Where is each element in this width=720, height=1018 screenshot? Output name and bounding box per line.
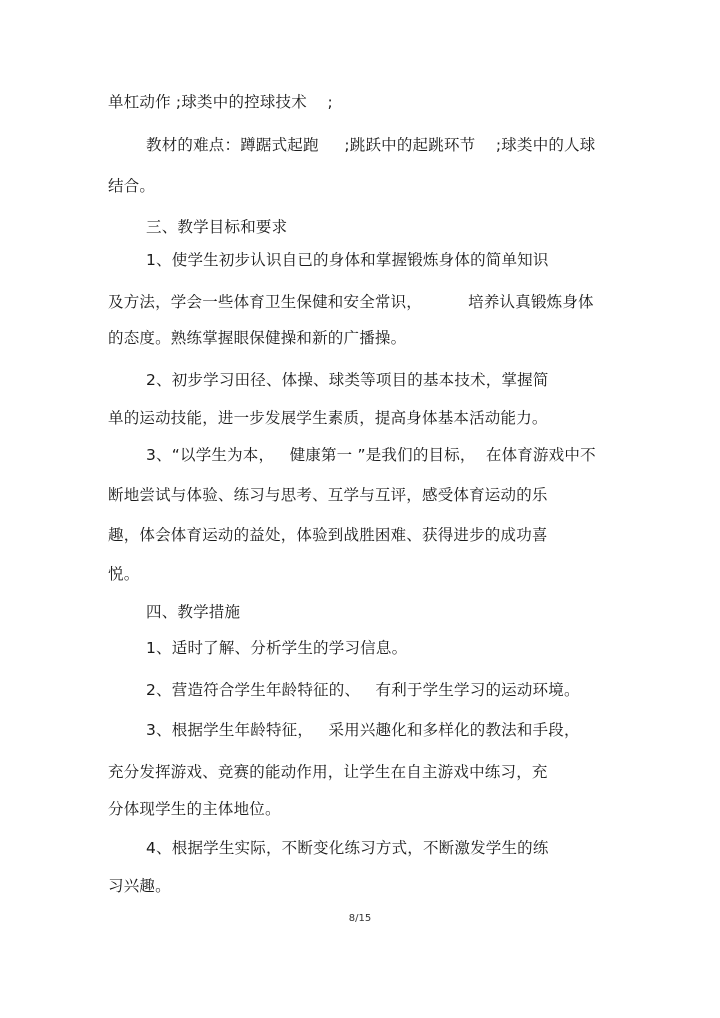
- text-line-19: 分体现学生的主体地位。: [108, 800, 281, 818]
- section-heading-3: 三、教学目标和要求: [146, 218, 288, 236]
- text-line-21: 习兴趣。: [108, 877, 171, 895]
- text-line-1: 单杠动作 ;球类中的控球技术 ;: [108, 93, 333, 111]
- section-heading-4: 四、教学措施: [146, 603, 241, 621]
- page-number: 8/15: [348, 913, 372, 924]
- text-line-20: 4、根据学生实际，不断变化练习方式，不断激发学生的练: [146, 839, 549, 857]
- text-line-3: 结合。: [108, 177, 156, 195]
- text-line-13: 悦。: [108, 565, 140, 583]
- text-line-10: 3、“以学生为本， 健康第一 ”是我们的目标， 在体育游戏中不: [146, 446, 596, 464]
- text-line-6: 及方法，学会一些体育卫生保健和安全常识， 培养认真锻炼身体: [108, 293, 594, 311]
- text-line-8: 2、初步学习田径、体操、球类等项目的基本技术，掌握简: [146, 371, 549, 389]
- text-line-5: 1、使学生初步认识自已的身体和掌握锻炼身体的简单知识: [146, 251, 549, 269]
- text-line-9: 单的运动技能，进一步发展学生素质，提高身体基本活动能力。: [108, 409, 548, 427]
- text-line-11: 断地尝试与体验、练习与思考、互学与互评，感受体育运动的乐: [108, 486, 548, 504]
- text-line-16: 2、营造符合学生年龄特征的、 有利于学生学习的运动环境。: [146, 681, 580, 699]
- text-line-18: 充分发挥游戏、竞赛的能动作用，让学生在自主游戏中练习，充: [108, 763, 548, 781]
- text-line-12: 趣，体会体育运动的益处，体验到战胜困难、获得进步的成功喜: [108, 526, 548, 544]
- text-line-15: 1、适时了解、分析学生的学习信息。: [146, 639, 408, 657]
- text-line-2: 教材的难点：蹲踞式起跑 ;跳跃中的起跳环节 ;球类中的人球: [146, 136, 596, 154]
- text-line-7: 的态度。熟练掌握眼保健操和新的广播操。: [108, 329, 407, 347]
- text-line-17: 3、根据学生年龄特征， 采用兴趣化和多样化的教法和手段，: [146, 721, 580, 739]
